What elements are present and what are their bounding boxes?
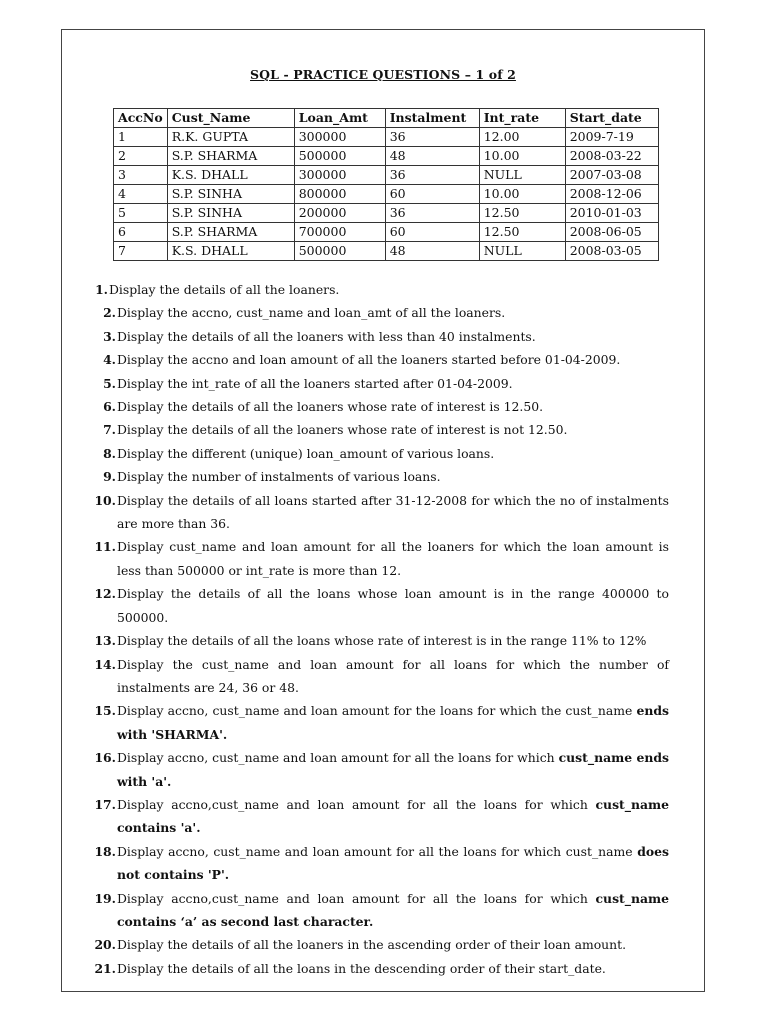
question-text — [109, 278, 669, 301]
table-row — [114, 185, 659, 204]
table-row — [114, 147, 659, 166]
table-body — [114, 128, 659, 261]
question-text-plain: Display the accno, cust_name and loan_amt of all the loaners. — [117, 305, 506, 321]
question-number: 17. — [94, 796, 116, 812]
question-item — [91, 395, 669, 418]
question-number: 15. — [94, 703, 116, 719]
question-number: 1. — [95, 282, 108, 297]
table-row — [114, 128, 659, 147]
question-item — [91, 629, 669, 652]
question-text — [117, 887, 669, 934]
question-number: 10. — [94, 492, 116, 508]
question-text-plain: Display the details of all loans started after 31-12-2008 for which the no of instalments are more than 36. — [117, 492, 669, 532]
column-header: Loan_Amt — [294, 109, 385, 128]
question-text-plain: Display the int_rate of all the loaners started after 01-04-2009. — [117, 375, 513, 391]
question-number: 16. — [94, 750, 116, 766]
table-cell: 2009-7-19 — [565, 128, 658, 147]
table-cell: 6 — [114, 223, 168, 242]
table-cell: 5 — [114, 204, 168, 223]
table-cell: 10.00 — [479, 147, 565, 166]
table-cell: K.S. DHALL — [167, 166, 294, 185]
table-cell: 500000 — [294, 242, 385, 261]
question-text-bold: cust_name contains 'a'. — [117, 796, 669, 836]
table-cell: 2008-03-22 — [565, 147, 658, 166]
table-row — [114, 242, 659, 261]
table-cell: 700000 — [294, 223, 385, 242]
question-item — [91, 957, 669, 980]
question-item — [91, 746, 669, 793]
table-cell: S.P. SHARMA — [167, 147, 294, 166]
question-item — [91, 442, 669, 465]
column-header: Start_date — [565, 109, 658, 128]
table-row — [114, 223, 659, 242]
question-text — [117, 699, 669, 746]
question-item — [91, 840, 669, 887]
question-number: 11. — [94, 539, 116, 555]
question-item — [91, 933, 669, 956]
table-cell: 3 — [114, 166, 168, 185]
question-text-plain: Display the details of all the loans whose loan amount is in the range 400000 to 500000. — [117, 586, 669, 625]
question-text-plain: Display the accno and loan amount of all the loaners started before 01-04-2009. — [117, 352, 621, 368]
table-cell: 2 — [114, 147, 168, 166]
table-cell: 1 — [114, 128, 168, 147]
question-text — [117, 840, 669, 887]
question-item — [91, 372, 669, 395]
question-text — [117, 582, 669, 629]
question-text-plain: Display the details of all the loans in the descending order of their start_date. — [117, 960, 606, 976]
table-cell: 4 — [114, 185, 168, 204]
table-cell: 10.00 — [479, 185, 565, 204]
table-cell: S.P. SHARMA — [167, 223, 294, 242]
table-cell: 2007-03-08 — [565, 166, 658, 185]
question-text-bold: cust_name ends with 'a'. — [117, 750, 669, 789]
question-item — [91, 582, 669, 629]
question-text — [117, 746, 669, 793]
table-cell: 36 — [385, 128, 479, 147]
table-cell: 2010-01-03 — [565, 204, 658, 223]
question-text — [117, 395, 669, 418]
question-text — [117, 535, 669, 582]
question-text-bold: does not contains 'P'. — [117, 843, 669, 883]
document-page — [61, 29, 705, 992]
column-header: Instalment — [385, 109, 479, 128]
column-header: AccNo — [114, 109, 168, 128]
table-cell: NULL — [479, 166, 565, 185]
question-text — [117, 653, 669, 700]
question-text-plain: Display accno, cust_name and loan amount for all the loans for which — [117, 750, 555, 766]
question-text — [117, 325, 669, 348]
question-item — [91, 418, 669, 441]
question-number: 8. — [103, 445, 116, 461]
question-text-plain: Display accno, cust_name and loan amount for the loans for which the cust_name — [117, 703, 633, 719]
question-text-plain: Display cust_name and loan amount for all the loaners for which the loan amount is less than 500000 or int_rate is more than 12. — [117, 539, 669, 578]
question-text-plain: Display the details of all the loaners in the ascending order of their loan amount. — [117, 937, 627, 953]
question-item — [91, 325, 669, 348]
table-cell: 12.00 — [479, 128, 565, 147]
question-text — [117, 489, 669, 536]
question-text — [117, 957, 669, 980]
question-item — [91, 301, 669, 324]
table-cell: 2008-06-05 — [565, 223, 658, 242]
question-number: 19. — [94, 890, 116, 906]
table-cell: NULL — [479, 242, 565, 261]
question-item — [91, 278, 669, 301]
table-cell: 2008-12-06 — [565, 185, 658, 204]
question-text-plain: Display the cust_name and loan amount for all loans for which the number of instalments are 24, 36 or 48. — [117, 656, 669, 695]
question-number: 21. — [94, 960, 116, 976]
question-text-plain: Display the details of all the loaners whose rate of interest is 12.50. — [117, 399, 544, 415]
table-cell: 7 — [114, 242, 168, 261]
table-cell: 36 — [385, 166, 479, 185]
table-cell: 48 — [385, 242, 479, 261]
question-text-bold: ends with 'SHARMA'. — [117, 703, 669, 742]
question-text-plain: Display the details of all the loaners whose rate of interest is not 12.50. — [117, 422, 568, 438]
question-text — [117, 933, 669, 956]
question-text — [117, 793, 669, 840]
question-text — [117, 465, 669, 488]
question-number: 20. — [94, 937, 116, 953]
question-item — [91, 465, 669, 488]
question-text — [117, 442, 669, 465]
question-item — [91, 887, 669, 934]
question-number: 7. — [103, 422, 116, 438]
table-cell: 200000 — [294, 204, 385, 223]
table-cell: 48 — [385, 147, 479, 166]
question-number: 4. — [103, 352, 116, 368]
table-header-row — [114, 109, 659, 128]
table-cell: 800000 — [294, 185, 385, 204]
table-cell: 12.50 — [479, 204, 565, 223]
question-number: 2. — [103, 305, 116, 321]
question-text-plain: Display accno,cust_name and loan amount for all the loans for which — [117, 796, 588, 812]
question-text — [117, 301, 669, 324]
question-text-plain: Display the different (unique) loan_amount of various loans. — [117, 445, 495, 461]
column-header: Cust_Name — [167, 109, 294, 128]
question-text-plain: Display the details of all the loaners. — [109, 282, 340, 297]
loans-table — [113, 108, 659, 261]
question-item — [91, 535, 669, 582]
table-cell: R.K. GUPTA — [167, 128, 294, 147]
question-number: 6. — [103, 399, 116, 415]
table-cell: 60 — [385, 223, 479, 242]
table-cell: S.P. SINHA — [167, 204, 294, 223]
question-text — [117, 372, 669, 395]
table-cell: S.P. SINHA — [167, 185, 294, 204]
question-text — [117, 348, 669, 371]
table-row — [114, 166, 659, 185]
question-number: 12. — [94, 586, 116, 602]
question-number: 18. — [94, 843, 116, 859]
question-item — [91, 489, 669, 536]
question-number: 9. — [103, 469, 116, 485]
question-text-plain: Display the details of all the loans whose rate of interest is in the range 11% to 12% — [117, 633, 647, 649]
question-text — [117, 418, 669, 441]
question-list — [91, 278, 669, 980]
column-header: Int_rate — [479, 109, 565, 128]
question-text-plain: Display accno,cust_name and loan amount for all the loans for which — [117, 890, 588, 906]
table-cell: 300000 — [294, 166, 385, 185]
question-item — [91, 793, 669, 840]
question-text-bold: cust_name contains ‘a’ as second last character. — [117, 890, 669, 929]
table-cell: 36 — [385, 204, 479, 223]
question-number: 14. — [94, 656, 116, 672]
table-cell: K.S. DHALL — [167, 242, 294, 261]
question-item — [91, 699, 669, 746]
table-cell: 60 — [385, 185, 479, 204]
question-text-plain: Display the number of instalments of various loans. — [117, 469, 441, 485]
question-text — [117, 629, 669, 652]
table-cell: 2008-03-05 — [565, 242, 658, 261]
table-row — [114, 204, 659, 223]
table-cell: 300000 — [294, 128, 385, 147]
table-cell: 12.50 — [479, 223, 565, 242]
question-item — [91, 653, 669, 700]
question-number: 13. — [94, 633, 116, 649]
question-number: 5. — [103, 375, 116, 391]
question-text-plain: Display the details of all the loaners with less than 40 instalments. — [117, 328, 536, 344]
question-number: 3. — [103, 328, 116, 344]
page-title: SQL - PRACTICE QUESTIONS – 1 of 2 — [250, 67, 516, 82]
question-text-plain: Display accno, cust_name and loan amount for all the loans for which cust_name — [117, 843, 633, 859]
table-cell: 500000 — [294, 147, 385, 166]
question-item — [91, 348, 669, 371]
